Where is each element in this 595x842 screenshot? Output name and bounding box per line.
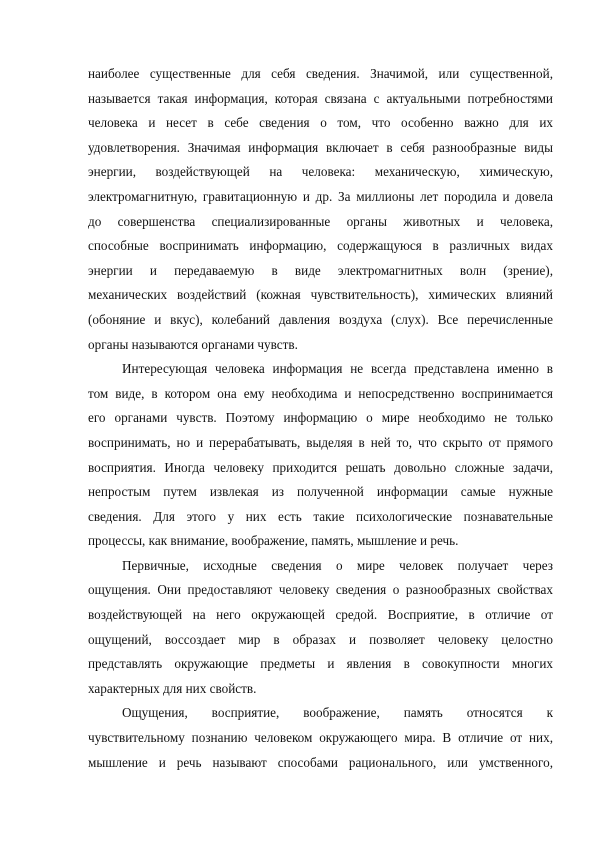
text-line: человека и несет в себе сведения о том, что особенно важно для их: [88, 115, 553, 131]
text-line: восприятия. Иногда человеку приходится решать довольно сложные задачи,: [88, 459, 553, 475]
text-line: энергии и передаваемую в виде электромагнитных волн (зрение),: [88, 262, 553, 278]
text-line: ощущения. Они предоставляют человеку сведения о разнообразных свойствах: [88, 582, 553, 598]
text-line: Интересующая человека информация не всегда представлена именно в: [122, 361, 553, 377]
text-line: механических воздействий (кожная чувствительность), химических влияний: [88, 287, 553, 303]
text-line: процессы, как внимание, воображение, память, мышление и речь.: [88, 533, 459, 549]
text-line: органы называются органами чувств.: [88, 336, 298, 352]
text-line: электромагнитную, гравитационную и др. За миллионы лет породила и довела: [88, 188, 553, 204]
text-line: непростым путем извлекая из полученной информации самые нужные: [88, 484, 553, 500]
text-line: до совершенства специализированные органы животных и человека,: [88, 213, 553, 229]
text-line: воздействующей на него окружающей средой. Восприятие, в отличие от: [88, 607, 553, 623]
text-line: ощущений, воссоздает мир в образах и позволяет человеку целостно: [88, 631, 553, 647]
text-line: воспринимать, но и перерабатывать, выделяя в ней то, что скрыто от прямого: [88, 434, 553, 450]
text-line: Ощущения, восприятие, воображение, память относятся к: [122, 705, 553, 721]
text-line: способные воспринимать информацию, содержащуюся в различных видах: [88, 238, 553, 254]
text-line: том виде, в котором она ему необходима и непосредственно воспринимается: [88, 385, 553, 401]
text-line: Первичные, исходные сведения о мире человек получает через: [122, 557, 553, 573]
text-line: (обоняние и вкус), колебаний давления воздуха (слух). Все перечисленные: [88, 311, 553, 327]
text-line: сведения. Для этого у них есть такие психологические познавательные: [88, 508, 553, 524]
text-line: наиболее существенные для себя сведения. Значимой, или существенной,: [88, 66, 553, 81]
body-text: [88, 62, 553, 775]
text-line: чувствительному познанию человеком окружающего мира. В отличие от них,: [88, 730, 553, 746]
text-line: мышление и речь называют способами рационального, или умственного,: [88, 754, 553, 770]
text-line: называется такая информация, которая связана с актуальными потребностями: [88, 90, 553, 106]
text-line: представлять окружающие предметы и явления в совокупности многих: [88, 656, 553, 672]
text-line: энергии, воздействующей на человека: механическую, химическую,: [88, 164, 553, 180]
text-line: его органами чувств. Поэтому информацию о мире необходимо не только: [88, 410, 553, 426]
text-line: характерных для них свойств.: [88, 680, 257, 696]
text-line: удовлетворения. Значимая информация включает в себя разнообразные виды: [88, 139, 553, 155]
